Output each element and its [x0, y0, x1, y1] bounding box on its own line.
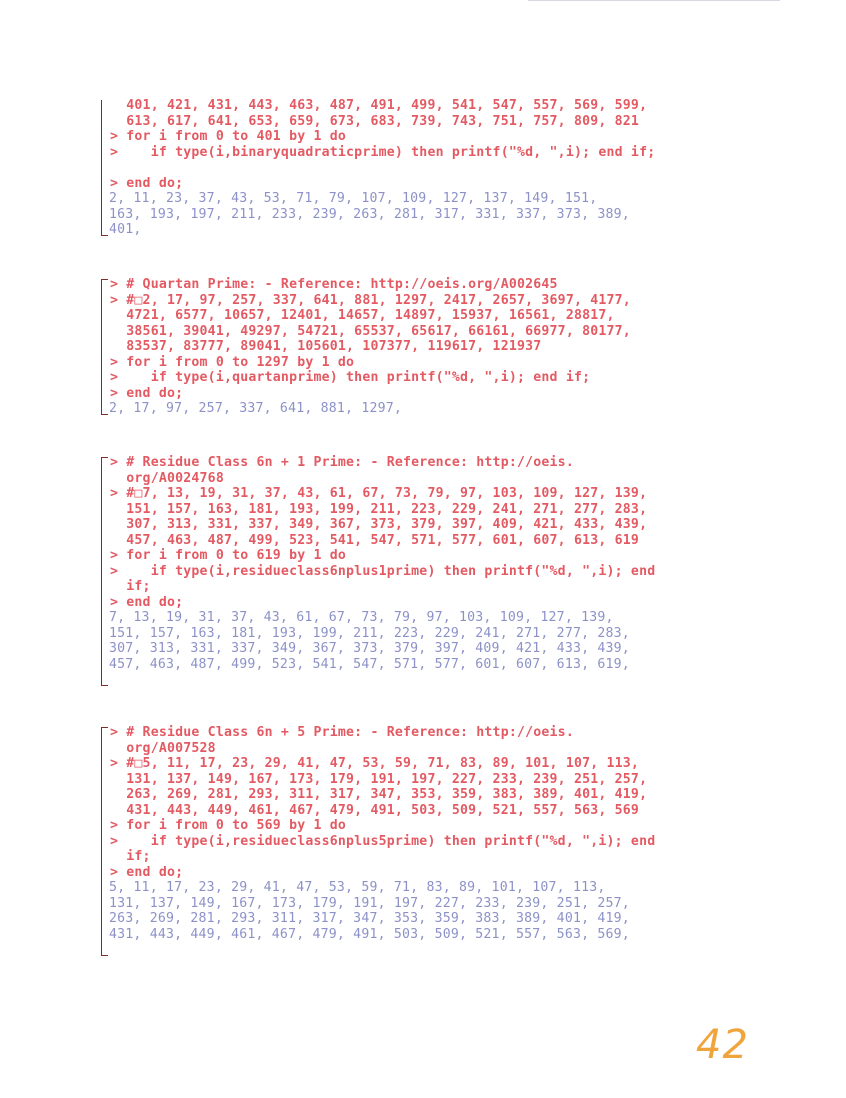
output-line: 263, 269, 281, 293, 311, 317, 347, 353, 359, 383, 389, 401, 419, [109, 911, 630, 926]
execution-group-residue-6n-plus-1 [101, 455, 761, 688]
output-line: 431, 443, 449, 461, 467, 479, 491, 503, 509, 521, 557, 563, 569, [109, 926, 630, 942]
input-line[interactable]: > #□5, 11, 17, 23, 29, 41, 47, 53, 59, 71, 83, 89, 101, 107, 113, [110, 756, 640, 771]
group-lines [101, 98, 761, 238]
output-line: 457, 463, 487, 499, 523, 541, 547, 571, 577, 601, 607, 613, 619, [109, 656, 630, 672]
input-line[interactable]: > for i from 0 to 1297 by 1 do [110, 354, 355, 370]
input-line[interactable]: > end do; [110, 594, 184, 610]
input-line[interactable]: > for i from 0 to 401 by 1 do [110, 129, 347, 144]
input-line[interactable]: 613, 617, 641, 653, 659, 673, 683, 739, 743, 751, 757, 809, 821 [110, 113, 640, 129]
input-line[interactable]: > end do; [110, 385, 184, 401]
group-lines [101, 455, 761, 688]
page-number: 42 [696, 1022, 749, 1068]
execution-group-quartan-prime [101, 277, 761, 417]
group-bracket[interactable] [101, 727, 108, 956]
output-line: 2, 17, 97, 257, 337, 641, 881, 1297, [109, 401, 403, 416]
input-line[interactable]: 151, 157, 163, 181, 193, 199, 211, 223, 229, 241, 271, 277, 283, [110, 501, 648, 517]
input-line[interactable]: 431, 443, 449, 461, 467, 479, 491, 503, 509, 521, 557, 563, 569 [110, 802, 640, 818]
output-line: 307, 313, 331, 337, 349, 367, 373, 379, 397, 409, 421, 433, 439, [109, 641, 630, 656]
input-line[interactable]: org/A007528 [110, 740, 216, 756]
input-line[interactable]: 457, 463, 487, 499, 523, 541, 547, 571, 577, 601, 607, 613, 619 [110, 532, 640, 548]
input-line[interactable]: > end do; [110, 175, 184, 191]
blank-line [101, 942, 761, 958]
input-line[interactable]: > # Residue Class 6n + 1 Prime: - Reference: http://oeis. [110, 455, 574, 470]
blank-line [101, 160, 761, 176]
input-line[interactable]: > for i from 0 to 569 by 1 do [110, 818, 347, 833]
input-line[interactable]: 4721, 6577, 10657, 12401, 14657, 14897, 15937, 16561, 28817, [110, 308, 615, 323]
top-edge-line [528, 0, 780, 1]
input-line[interactable]: > #□2, 17, 97, 257, 337, 641, 881, 1297, 2417, 2657, 3697, 4177, [110, 292, 631, 308]
input-line[interactable]: 131, 137, 149, 167, 173, 179, 191, 197, 227, 233, 239, 251, 257, [110, 771, 648, 787]
input-line[interactable]: > if type(i,binaryquadraticprime) then printf("%d, ",i); end if; [110, 144, 656, 160]
group-lines [101, 725, 761, 958]
execution-group-residue-6n-plus-5 [101, 725, 761, 958]
output-line: 2, 11, 23, 37, 43, 53, 71, 79, 107, 109, 127, 137, 149, 151, [109, 191, 598, 206]
input-line[interactable]: 401, 421, 431, 443, 463, 487, 491, 499, 541, 547, 557, 569, 599, [110, 98, 648, 113]
input-line[interactable]: > for i from 0 to 619 by 1 do [110, 548, 347, 563]
input-line[interactable]: > if type(i,residueclass6nplus5prime) then printf("%d, ",i); end [110, 833, 656, 849]
output-line: 131, 137, 149, 167, 173, 179, 191, 197, 227, 233, 239, 251, 257, [109, 895, 630, 911]
execution-group-binary-quadratic [101, 98, 761, 238]
group-bracket[interactable] [101, 100, 108, 236]
output-line: 7, 13, 19, 31, 37, 43, 61, 67, 73, 79, 97, 103, 109, 127, 139, [109, 610, 614, 625]
input-line[interactable]: > if type(i,residueclass6nplus1prime) then printf("%d, ",i); end [110, 563, 656, 579]
input-line[interactable]: if; [110, 849, 151, 864]
input-line[interactable]: 307, 313, 331, 337, 349, 367, 373, 379, 397, 409, 421, 433, 439, [110, 517, 648, 532]
input-line[interactable]: > # Quartan Prime: - Reference: http://oeis.org/A002645 [110, 277, 558, 292]
input-line[interactable]: org/A0024768 [110, 470, 224, 486]
input-line[interactable]: > #□7, 13, 19, 31, 37, 43, 61, 67, 73, 79, 97, 103, 109, 127, 139, [110, 486, 648, 501]
output-line: 401, [109, 222, 142, 237]
input-line[interactable]: 38561, 39041, 49297, 54721, 65537, 65617, 66161, 66977, 80177, [110, 323, 631, 339]
output-line: 151, 157, 163, 181, 193, 199, 211, 223, 229, 241, 271, 277, 283, [109, 625, 630, 641]
input-line[interactable]: if; [110, 579, 151, 594]
input-line[interactable]: > # Residue Class 6n + 5 Prime: - Reference: http://oeis. [110, 725, 574, 740]
blank-line [101, 672, 761, 688]
input-line[interactable]: 83537, 83777, 89041, 105601, 107377, 119617, 121937 [110, 339, 542, 354]
output-line: 5, 11, 17, 23, 29, 41, 47, 53, 59, 71, 83, 89, 101, 107, 113, [109, 880, 606, 895]
input-line[interactable]: > if type(i,quartanprime) then printf("%d, ",i); end if; [110, 370, 591, 385]
group-lines [101, 277, 761, 417]
group-bracket[interactable] [101, 279, 108, 415]
output-line: 163, 193, 197, 211, 233, 239, 263, 281, 317, 331, 337, 373, 389, [109, 206, 630, 222]
input-line[interactable]: 263, 269, 281, 293, 311, 317, 347, 353, 359, 383, 389, 401, 419, [110, 787, 648, 802]
input-line[interactable]: > end do; [110, 864, 184, 880]
group-bracket[interactable] [101, 457, 108, 686]
